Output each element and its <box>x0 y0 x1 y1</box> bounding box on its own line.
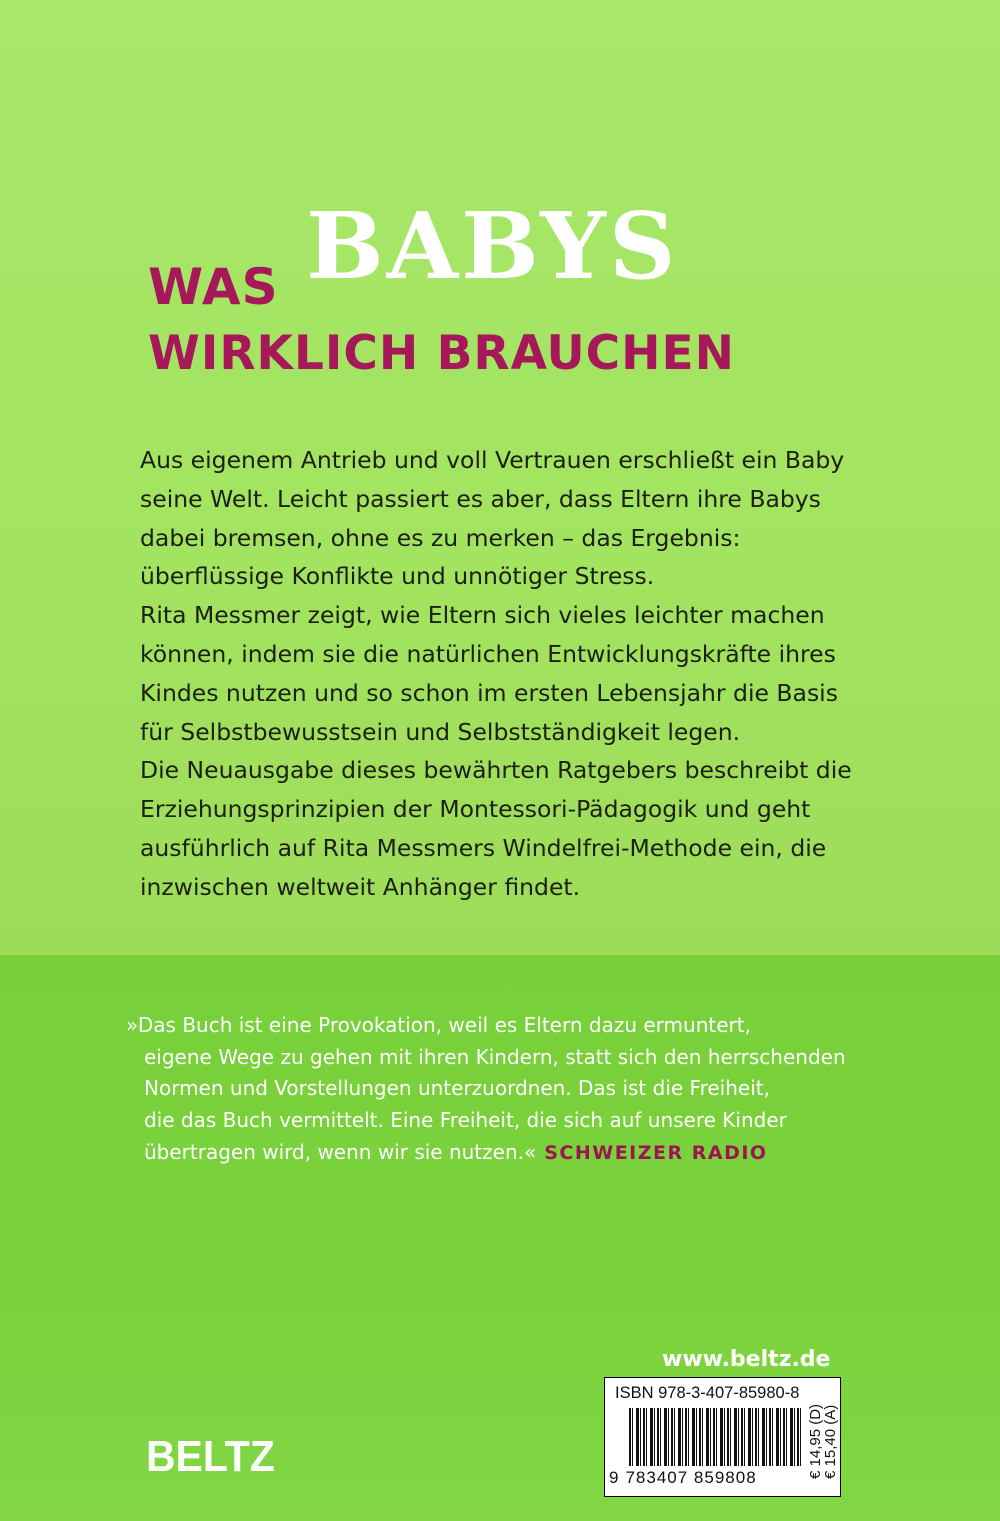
price-column <box>807 1381 837 1491</box>
publisher-logo: BELTZ <box>146 1432 275 1481</box>
publisher-website: www.beltz.de <box>662 1347 831 1372</box>
quote-line: die das Buch vermittelt. Eine Freiheit, die sich auf unsere Kinder <box>144 1108 787 1133</box>
barcode-digit-groups: 783407 859808 <box>625 1468 757 1487</box>
barcode-box <box>604 1377 841 1497</box>
isbn-number: ISBN 978-3-407-85980-8 <box>615 1384 800 1402</box>
description-paragraph: Aus eigenem Antrieb und voll Vertrauen erschließt ein Baby seine Welt. Leicht passiert es aber, dass Eltern ihre Babys dabei bremsen, ohne es zu merken – das Ergebnis: überflüssige Konflikte und unnötiger Stress. <box>140 446 845 591</box>
title-line-2: WIRKLICH BRAUCHEN <box>148 326 735 381</box>
price-germany: € 14,95 (D) <box>807 1403 824 1479</box>
title-word-was: WAS <box>148 258 279 316</box>
quote-line: Normen und Vorstellungen unterzuordnen. Das ist die Freiheit, <box>144 1076 770 1101</box>
quote-line: »Das Buch ist eine Provokation, weil es Eltern dazu ermuntert, <box>126 1013 751 1037</box>
description-paragraph: Rita Messmer zeigt, wie Eltern sich vieles leichter machen können, indem sie die natürlichen Entwicklungskräfte ihres Kindes nutzen und so schon im ersten Lebensjahr die Basis für Selbstbewusstsein und Selbstständigkeit legen. <box>140 601 838 746</box>
description-paragraph: Die Neuausgabe dieses bewährten Ratgebers beschreibt die Erziehungsprinzipien der Montessori-Pädagogik und geht ausführlich auf Rita Messmers Windelfrei-Methode ein, die inzwischen weltweit Anhänger findet. <box>140 756 852 901</box>
press-quote <box>126 1010 926 1170</box>
barcode-first-digit: 9 <box>609 1468 620 1487</box>
barcode-digits <box>609 1468 757 1488</box>
price-austria: € 15,40 (A) <box>822 1404 839 1479</box>
quote-source: SCHWEIZER RADIO <box>544 1141 768 1164</box>
quote-last-line <box>126 1137 926 1170</box>
quote-line: übertragen wird, wenn wir sie nutzen.« <box>144 1139 537 1164</box>
book-description <box>140 441 860 907</box>
barcode-bars <box>629 1408 804 1466</box>
title-word-babys: BABYS <box>306 192 679 300</box>
quote-line: eigene Wege zu gehen mit ihren Kindern, statt sich den herrschenden <box>144 1044 846 1069</box>
